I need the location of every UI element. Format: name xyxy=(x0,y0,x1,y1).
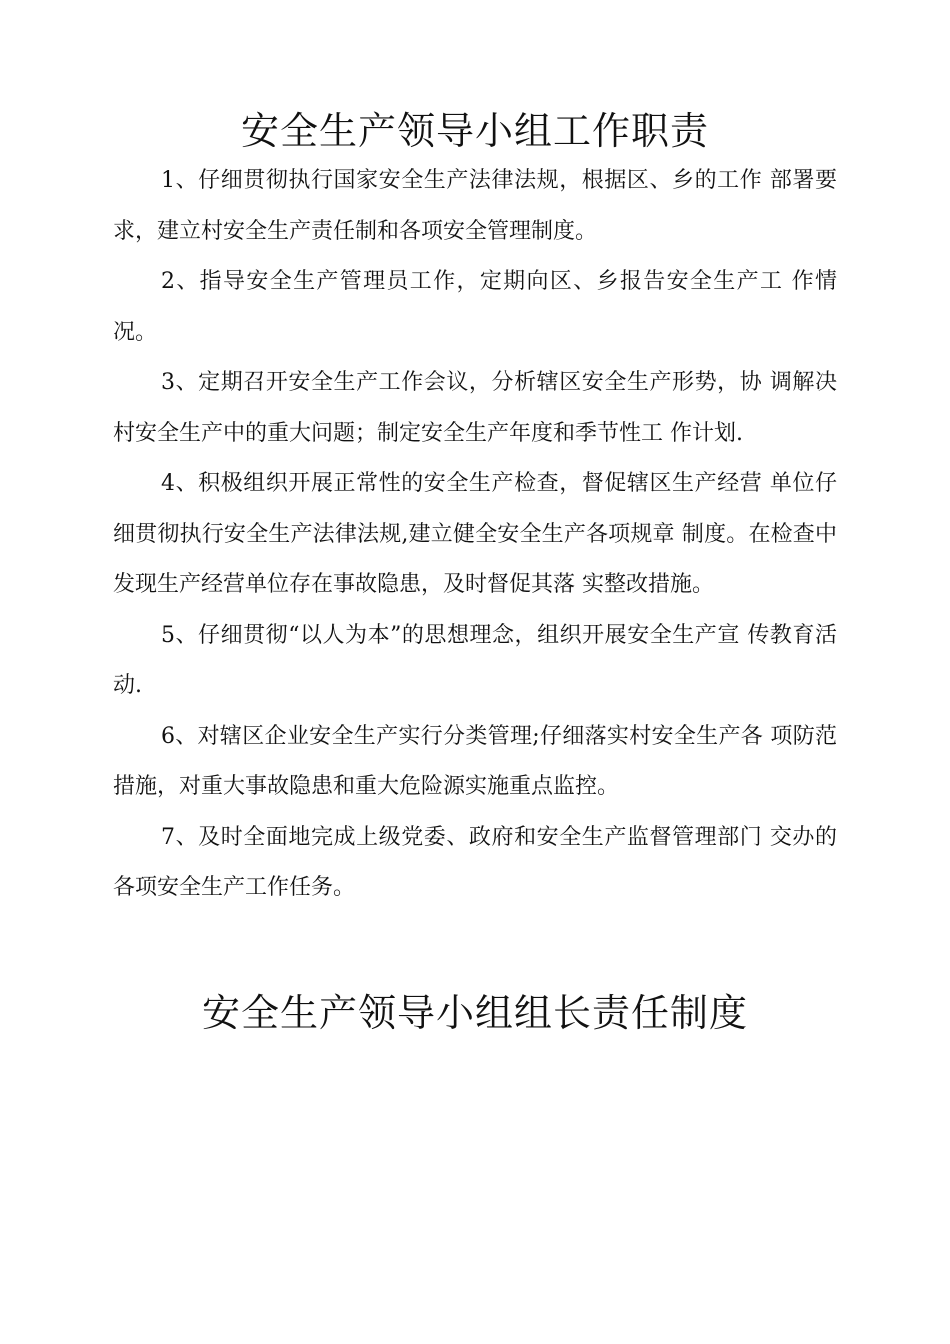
paragraph-2: 2、指导安全生产管理员工作，定期向区、乡报告安全生产工 作情况。 xyxy=(113,269,837,345)
section-title: 安全生产领导小组组长责任制度 xyxy=(201,991,748,1035)
paragraph-7: 7、及时全面地完成上级党委、政府和安全生产监督管理部门 交办的各项安全生产工作任务。 xyxy=(113,824,837,900)
paragraph-6: 6、对辖区企业安全生产实行分类管理;仔细落实村安全生产各 项防范措施，对重大事故隐患和重大危险源实施重点监控。 xyxy=(113,723,837,799)
paragraph-1: 1、仔细贯彻执行国家安全生产法律法规，根据区、乡的工作 部署要求，建立村安全生产责任制和各项安全管理制度。 xyxy=(113,168,837,244)
document-body xyxy=(113,156,837,914)
document-title: 安全生产领导小组工作职责 xyxy=(240,109,709,153)
paragraph-5: 5、仔细贯彻“以人为本”的思想理念，组织开展安全生产宣 传教育活动. xyxy=(113,622,837,698)
paragraph-3: 3、定期召开安全生产工作会议，分析辖区安全生产形势，协 调解决村安全生产中的重大问题；制定安全生产年度和季节性工 作计划. xyxy=(113,370,837,446)
paragraph-4: 4、积极组织开展正常性的安全生产检查，督促辖区生产经营 单位仔细贯彻执行安全生产法律法规,建立健全安全生产各项规章 制度。在检查中发现生产经营单位存在事故隐患，及时督促其落 实整改措施。 xyxy=(113,471,837,597)
